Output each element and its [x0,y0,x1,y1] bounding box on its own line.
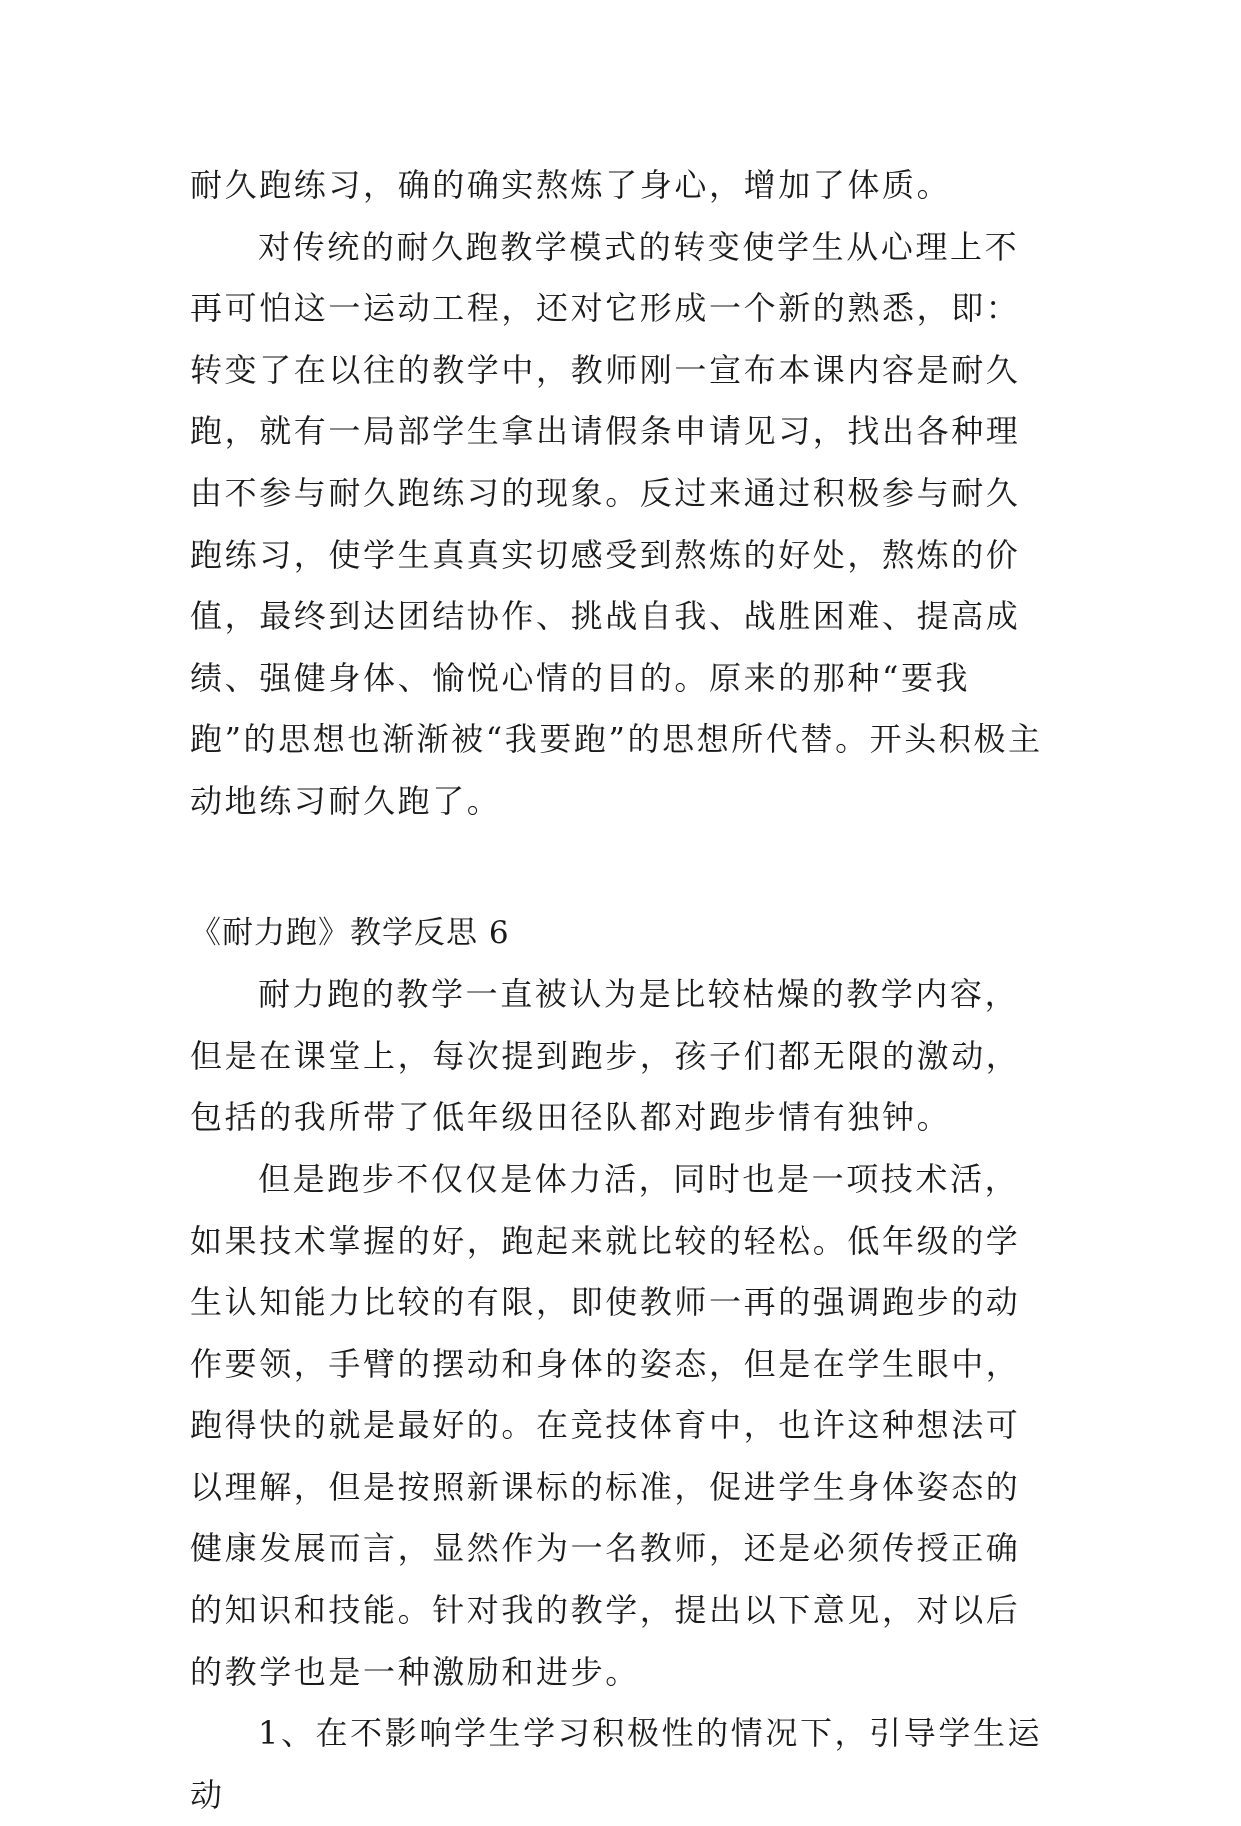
paragraph-continuation: 耐久跑练习，确的确实熬炼了身心，增加了体质。 [190,166,952,204]
paragraph-technique: 但是跑步不仅仅是体力活，同时也是一项技术活，如果技术掌握的好，跑起来就比较的轻松。低年级的学生认知能力比较的有限，即使教师一再的强调跑步的动作要领，手臂的摆动和身体的姿态，但是在学生眼中，跑得快的就是最好的。在竞技体育中，也许这种想法可以理解，但是按照新课标的标准，促进学生身体姿态的健康发展而言，显然作为一名教师，还是必须传授正确的知识和技能。针对我的教学，提出以下意见，对以后的教学也是一种激励和进步。 [190,1159,1021,1691]
paragraph-point-1: 1、在不影响学生学习积极性的情况下，引导学生运动 [190,1714,1043,1814]
paragraph-intro: 耐力跑的教学一直被认为是比较枯燥的教学内容，但是在课堂上，每次提到跑步，孩子们都无限的激动，包括的我所带了低年级田径队都对跑步情有独钟。 [190,975,1021,1137]
section-spacer [190,833,1050,903]
paragraph-teaching-change: 对传统的耐久跑教学模式的转变使学生从心理上不再可怕这一运动工程，还对它形成一个新的熟悉，即：转变了在以往的教学中，教师刚一宣布本课内容是耐久跑，就有一局部学生拿出请假条申请见习，找出各种理由不参与耐久跑练习的现象。反过来通过积极参与耐久跑练习，使学生真真实切感受到熬炼的好处，熬炼的价值，最终到达团结协作、挑战自我、战胜困难、提高成绩、强健身体、愉悦心情的目的。原来的那种“要我跑”的思想也渐渐被“我要跑”的思想所代替。开头积极主动地练习耐久跑了。 [190,227,1043,820]
document-body [190,155,1050,1826]
section-heading: 《耐力跑》教学反思 6 [190,914,510,951]
